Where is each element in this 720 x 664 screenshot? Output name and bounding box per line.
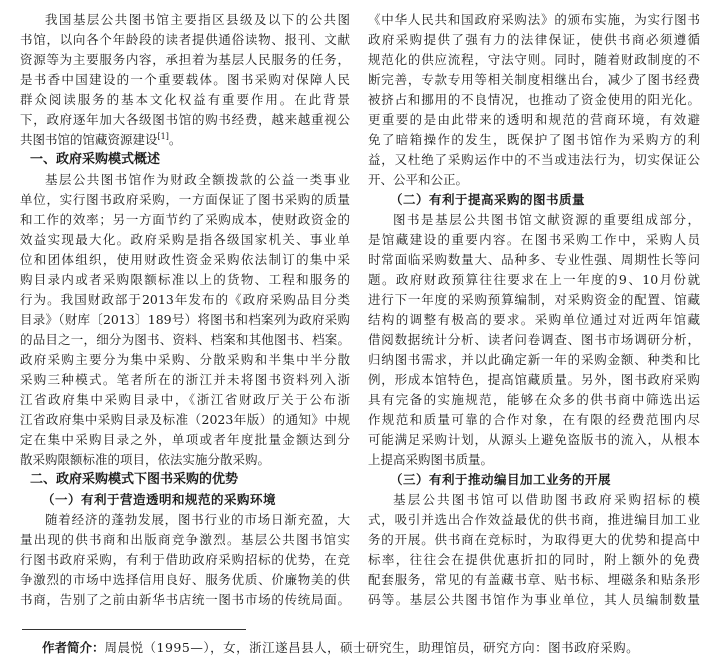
text-line: 定在集中采购目录之外，单项或者年度批量金额达到分 xyxy=(20,432,350,447)
text-line: 开、公平和公正。 xyxy=(368,172,469,187)
text-line: 行为。我国财政部于2013年发布的《政府采购品目分类 xyxy=(20,292,350,307)
text-line: 可能满足采购计划，从源头上避免盗版书的流入，从根本 xyxy=(368,432,700,447)
text-line: 基层公共图书馆可以借助图书政府采购招标的模 xyxy=(393,492,700,507)
text-line: 群众阅读服务的基本文化权益有重要作用。在此背景 xyxy=(20,92,350,107)
text-line: 随着经济的蓬勃发展，图书行业的市场日渐充盈，大 xyxy=(45,512,350,527)
text-line: 单位，实行图书政府采购，一方面保证了图书采购的质量 xyxy=(20,192,350,207)
text-line: 免了暗箱操作的发生，既保护了图书馆作为采购方的利 xyxy=(368,132,700,147)
paragraph xyxy=(20,510,350,610)
text-line: 效益实现最大化。政府采购是指各级国家机关、事业单 xyxy=(20,232,350,247)
text-line: 基层公共图书馆作为财政全额拨款的公益一类事业 xyxy=(45,172,350,187)
paragraph-continued xyxy=(368,10,700,190)
citation-superscript: [1] xyxy=(157,132,169,141)
subsection-heading: （三）有利于推动编目加工业务的开展 xyxy=(390,472,612,487)
text-line: 题。政府财政预算往往要求在上一年度的9、10月份就 xyxy=(368,272,700,287)
author-bio-text: 周晨悦（1995—），女，浙江遂昌县人，硕士研究生，助理馆员，研究方向：图书政府采购。 xyxy=(104,640,640,655)
text-line: 归纳图书需求，并以此确定新一年的采购金额、种类和比 xyxy=(368,352,700,367)
text-line: 断完善，专款专用等相关制度相继出台，减少了图书经费 xyxy=(368,72,700,87)
text-line: 下，政府逐年加大各级图书馆的购书经费，越来越重视公 xyxy=(20,112,350,127)
text-line: 政府采购提供了强有力的法律保证，使供书商必须遵循 xyxy=(368,32,700,47)
text-line: 益，又杜绝了采购运作中的不当或违法行为，切实保证公 xyxy=(368,152,700,167)
text-line: 江省政府集中采购目录中，《浙江省财政厅关于公布浙 xyxy=(20,392,350,407)
right-column xyxy=(368,10,700,610)
text-line: 上提高采购图书质量。 xyxy=(368,452,494,467)
text-line: 位和团体组织，使用财政性资金采购依法制订的集中采 xyxy=(20,252,350,267)
text-line: 我国基层公共图书馆主要指区县级及以下的公共图 xyxy=(45,12,350,27)
text-line: 作规范和质量可靠的合作对象，在有限的经费范围内尽 xyxy=(368,412,700,427)
text-line: 资源等为主要服务内容，承担着为基层人民服务的任务， xyxy=(20,52,350,67)
text-line: 被挤占和挪用的不良情况，也推动了资金使用的阳光化。 xyxy=(368,92,700,107)
text-line: 目录》（财库〔2013〕189号）将图书和档案列为政府采购 xyxy=(20,312,350,327)
text-line: 采购三种模式。笔者所在的浙江并未将图书资料列入浙 xyxy=(20,372,350,387)
text-fragment: 。 xyxy=(168,132,182,147)
text-line: 标率，往往会在提供优惠折扣的同时，附上额外的免费 xyxy=(368,552,700,567)
text-line: 书商，告别了之前由新华书店统一图书市场的传统局面。 xyxy=(20,592,350,607)
paragraph xyxy=(368,210,700,470)
paragraph xyxy=(368,490,700,610)
text-fragment: 共图书馆的馆藏资源建设 xyxy=(20,132,158,147)
section-heading: 二、政府采购模式下图书采购的优势 xyxy=(30,472,239,487)
text-line: 是馆藏建设的重要内容。在图书采购工作中，采购人员 xyxy=(368,232,700,247)
subsection-heading: （一）有利于营造透明和规范的采购环境 xyxy=(42,492,277,507)
text-line: 码等。基层公共图书馆作为事业单位，其人员编制数量 xyxy=(368,592,700,607)
text-line: 争激烈的市场中选择信用良好、服务优质、价廉物美的供 xyxy=(20,572,350,587)
text-line: 具有完备的实施规范，能够在众多的供书商中筛选出运 xyxy=(368,392,700,407)
text-line: 购目录内或者采购限额标准以上的货物、工程和服务的 xyxy=(20,272,350,287)
text-line: 更重要的是由此带来的透明和规范的营商环境，有效避 xyxy=(368,112,700,127)
subsection-heading: （二）有利于提高采购的图书质量 xyxy=(390,192,586,207)
text-line: 借阅数据统计分析、读者问卷调查、图书市场调研分析， xyxy=(368,332,700,347)
text-line xyxy=(20,130,350,150)
text-line: 的品目之一，细分为图书、资料、档案和其他图书、档案。 xyxy=(20,332,350,347)
author-bio-label: 作者简介： xyxy=(42,640,105,655)
text-line: 例，形成本馆特色，提高馆藏质量。另外，图书政府采购 xyxy=(368,372,700,387)
text-line: 务的开展。供书商在竞标时，为取得更大的优势和提高中 xyxy=(368,532,700,547)
text-line: 书馆，以向各个年龄段的读者提供通俗读物、报刊、文献 xyxy=(20,32,350,47)
text-line: 规范化的供应流程，守法守则。同时，随着财政制度的不 xyxy=(368,52,700,67)
text-line: 和工作的效率；另一方面节约了采购成本，使财政资金的 xyxy=(20,212,350,227)
left-column xyxy=(20,10,350,610)
text-line: 是书香中国建设的一个重要载体。图书采购对保障人民 xyxy=(20,72,350,87)
text-line: 配套服务，常见的有盖藏书章、贴书标、埋磁条和贴条形 xyxy=(368,572,700,587)
text-line: 式，吸引并选出合作效益最优的供书商，推进编目加工业 xyxy=(368,512,700,527)
text-line: 结构的调整有极高的要求。采购单位通过对近两年馆藏 xyxy=(368,312,700,327)
text-line: 行图书政府采购，有利于借助政府采购招标的优势，在竞 xyxy=(20,552,350,567)
text-line: 进行下一年度的采购预算编制，对采购资金的配置、馆藏 xyxy=(368,292,700,307)
paragraph xyxy=(20,170,350,470)
text-line: 《中华人民共和国政府采购法》的颁布实施，为实行图书 xyxy=(368,12,700,27)
author-bio-footnote xyxy=(42,639,639,657)
intro-paragraph xyxy=(20,10,350,150)
text-line: 散采购限额标准的项目，依法实施分散采购。 xyxy=(20,452,271,467)
text-line: 政府采购主要分为集中采购、分散采购和半集中半分散 xyxy=(20,352,350,367)
text-line: 时常面临采购数量大、品种多、专业性强、周期性长等问 xyxy=(368,252,700,267)
text-line: 量出现的供书商和出版商竞争激烈。基层公共图书馆实 xyxy=(20,532,350,547)
section-heading: 一、政府采购模式概述 xyxy=(30,152,161,167)
text-line: 江省政府集中采购目录及标准（2023年版）的通知》中规 xyxy=(20,412,350,427)
footnote-rule xyxy=(22,629,246,630)
text-line: 图书是基层公共图书馆文献资源的重要组成部分， xyxy=(393,212,700,227)
